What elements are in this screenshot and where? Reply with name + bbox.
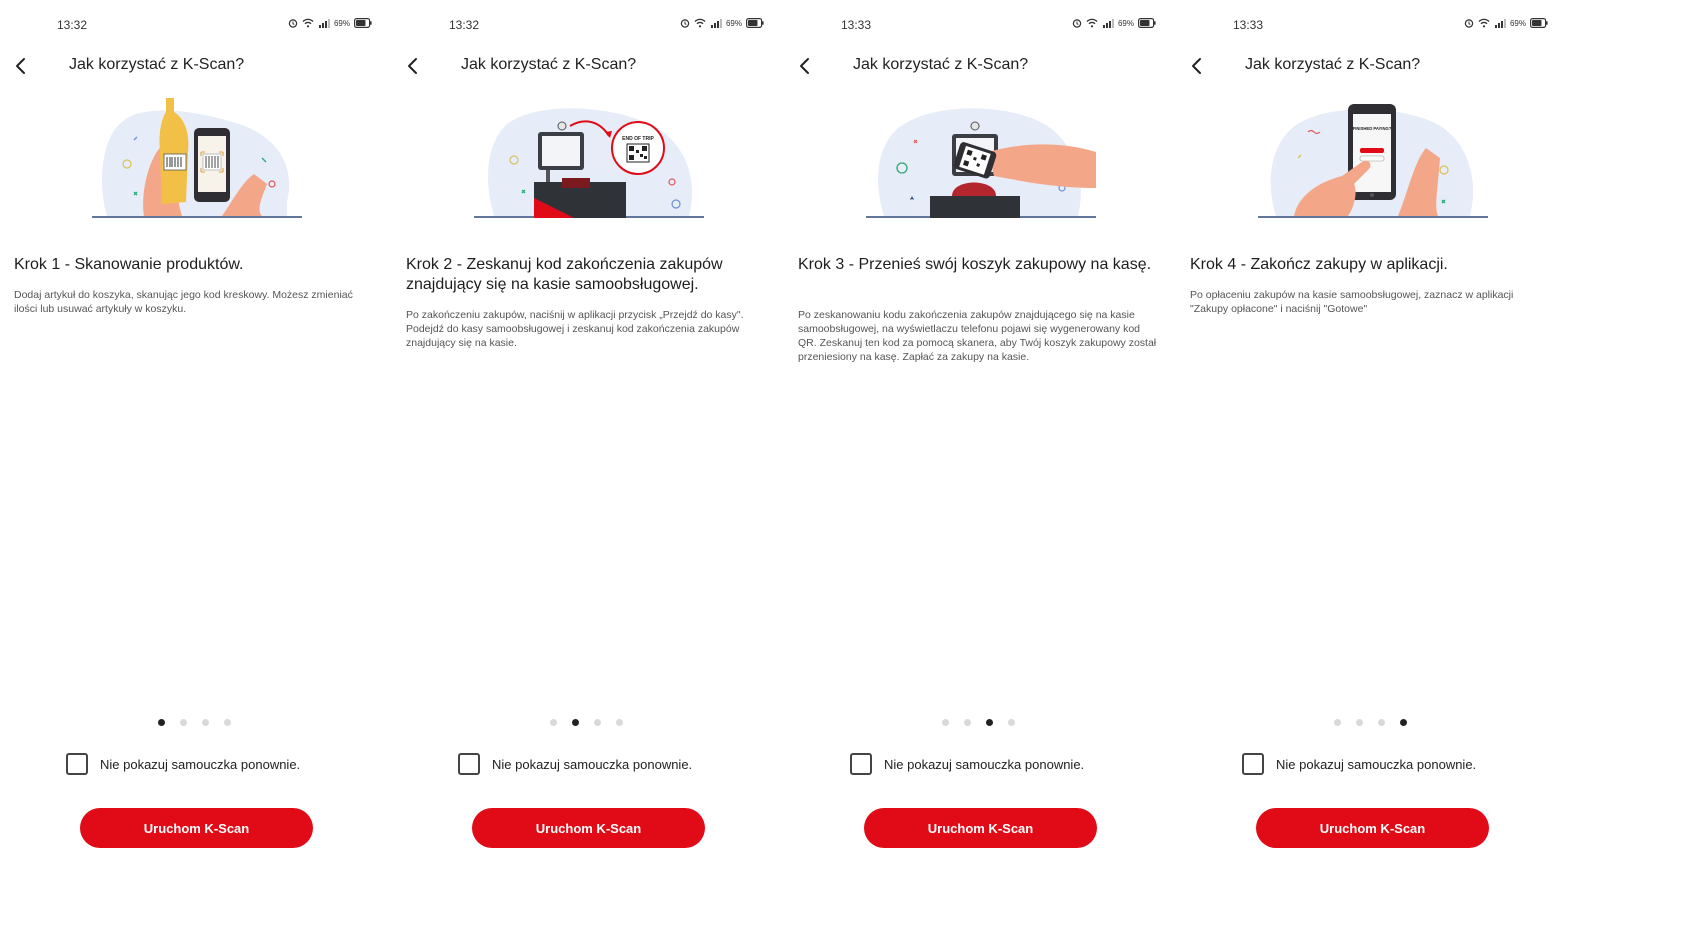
alarm-icon: [680, 18, 690, 28]
header: [392, 50, 784, 82]
battery-percentage: 69%: [1509, 18, 1526, 28]
page-dot-2[interactable]: [572, 719, 579, 726]
dont-show-again-option[interactable]: [458, 753, 692, 775]
battery-percentage: 69%: [333, 18, 350, 28]
signal-icon: [710, 18, 722, 28]
page-dot-1[interactable]: [942, 719, 949, 726]
tutorial-screen-4: [1176, 0, 1568, 948]
page-dot-4[interactable]: [224, 719, 231, 726]
status-time: 13:32: [449, 18, 480, 32]
page-indicator: [158, 719, 231, 726]
status-icons: [1464, 18, 1548, 28]
launch-kscan-button[interactable]: Uruchom K-Scan: [864, 808, 1097, 848]
scan-barcode-illustration: [82, 92, 312, 224]
status-icons: [288, 18, 372, 28]
dont-show-again-label: Nie pokazuj samouczka ponownie.: [1276, 756, 1477, 772]
header: [1176, 50, 1568, 82]
page-dot-1[interactable]: [1334, 719, 1341, 726]
launch-kscan-button[interactable]: Uruchom K-Scan: [472, 808, 705, 848]
back-arrow-icon: [1186, 54, 1210, 78]
page-dot-2[interactable]: [1356, 719, 1363, 726]
status-bar: [1176, 14, 1568, 36]
page-dot-4[interactable]: [1008, 719, 1015, 726]
step-title: Krok 4 - Zakończ zakupy w aplikacji.: [1190, 256, 1448, 273]
header: [0, 50, 392, 82]
status-icons: [680, 18, 764, 28]
back-button[interactable]: [402, 54, 426, 78]
page-dot-3[interactable]: [202, 719, 209, 726]
step-description: Po opłaceniu zakupów na kasie samoobsługowej, zaznacz w aplikacji "Zakupy opłacone" i naciśnij "Gotowe": [1190, 289, 1514, 315]
step-title: Krok 3 - Przenieś swój koszyk zakupowy na kasę.: [798, 256, 1152, 273]
status-bar: [0, 14, 392, 36]
page-dot-3[interactable]: [986, 719, 993, 726]
battery-icon: [1530, 18, 1548, 28]
status-time: 13:32: [57, 18, 88, 32]
wifi-icon: [1086, 18, 1098, 28]
battery-icon: [1138, 18, 1156, 28]
step-title: Krok 2 - Zeskanuj kod zakończenia zakupów znajdujący się na kasie samoobsługowej.: [406, 256, 723, 293]
alarm-icon: [1464, 18, 1474, 28]
header: [784, 50, 1176, 82]
step-description: Po zeskanowaniu kodu zakończenia zakupów znajdującego się na kasie samoobsługowej, na wyświetlaczu telefonu pojawi się wygenerowany kod QR. Zeskanuj ten kod za pomocą skanera, aby Twój koszyk zakupowy został przeniesiony na kasę. Zapłać za zakupy na kasie.: [798, 309, 1157, 363]
scan-qr-at-till-illustration: [866, 92, 1096, 224]
page-dot-3[interactable]: [1378, 719, 1385, 726]
tutorial-screen-2: [392, 0, 784, 948]
dont-show-again-checkbox[interactable]: [458, 753, 480, 775]
wifi-icon: [694, 18, 706, 28]
page-title: Jak korzystać z K-Scan?: [69, 56, 245, 73]
status-bar: [784, 14, 1176, 36]
battery-icon: [746, 18, 764, 28]
battery-percentage: 69%: [725, 18, 742, 28]
status-time: 13:33: [1233, 18, 1264, 32]
back-arrow-icon: [402, 54, 426, 78]
page-indicator: [1334, 719, 1407, 726]
step-description: Dodaj artykuł do koszyka, skanując jego kod kreskowy. Możesz zmieniać ilości lub usuwać artykuły w koszyku.: [14, 289, 353, 315]
tutorial-screen-3: [784, 0, 1176, 948]
alarm-icon: [288, 18, 298, 28]
page-indicator: [550, 719, 623, 726]
signal-icon: [318, 18, 330, 28]
wifi-icon: [302, 18, 314, 28]
dont-show-again-checkbox[interactable]: [850, 753, 872, 775]
page-dot-4[interactable]: [616, 719, 623, 726]
battery-icon: [354, 18, 372, 28]
step-description: Po zakończeniu zakupów, naciśnij w aplikacji przycisk „Przejdź do kasy". Podejdź do kasy samoobsługowej i zeskanuj kod zakończenia zakupów znajdujący się na kasie.: [406, 309, 744, 349]
dont-show-again-label: Nie pokazuj samouczka ponownie.: [100, 756, 301, 772]
page-dot-1[interactable]: [550, 719, 557, 726]
battery-percentage: 69%: [1117, 18, 1134, 28]
page-title: Jak korzystać z K-Scan?: [461, 56, 637, 73]
back-button[interactable]: [1186, 54, 1210, 78]
back-arrow-icon: [10, 54, 34, 78]
wifi-icon: [1478, 18, 1490, 28]
finished-paying-illustration: [1258, 92, 1488, 224]
alarm-icon: [1072, 18, 1082, 28]
page-dot-3[interactable]: [594, 719, 601, 726]
dont-show-again-checkbox[interactable]: [66, 753, 88, 775]
finished-paying-label: FINISHED PAYING?: [1352, 126, 1392, 131]
end-of-trip-label: END OF TRIP: [622, 136, 654, 142]
tutorial-screen-1: [0, 0, 392, 948]
signal-icon: [1102, 18, 1114, 28]
signal-icon: [1494, 18, 1506, 28]
page-dot-4[interactable]: [1400, 719, 1407, 726]
dont-show-again-label: Nie pokazuj samouczka ponownie.: [884, 756, 1085, 772]
launch-kscan-button[interactable]: Uruchom K-Scan: [1256, 808, 1489, 848]
dont-show-again-option[interactable]: [66, 753, 300, 775]
page-indicator: [942, 719, 1015, 726]
back-button[interactable]: [10, 54, 34, 78]
step-title: Krok 1 - Skanowanie produktów.: [14, 256, 244, 273]
page-title: Jak korzystać z K-Scan?: [853, 56, 1029, 73]
status-time: 13:33: [841, 18, 872, 32]
page-dot-1[interactable]: [158, 719, 165, 726]
page-dot-2[interactable]: [180, 719, 187, 726]
status-icons: [1072, 18, 1156, 28]
dont-show-again-label: Nie pokazuj samouczka ponownie.: [492, 756, 693, 772]
back-button[interactable]: [794, 54, 818, 78]
dont-show-again-checkbox[interactable]: [1242, 753, 1264, 775]
status-bar: [392, 14, 784, 36]
launch-kscan-button[interactable]: Uruchom K-Scan: [80, 808, 313, 848]
end-of-trip-code-illustration: [474, 92, 704, 224]
page-title: Jak korzystać z K-Scan?: [1245, 56, 1421, 73]
page-dot-2[interactable]: [964, 719, 971, 726]
dont-show-again-option[interactable]: [1242, 753, 1476, 775]
back-arrow-icon: [794, 54, 818, 78]
dont-show-again-option[interactable]: [850, 753, 1084, 775]
